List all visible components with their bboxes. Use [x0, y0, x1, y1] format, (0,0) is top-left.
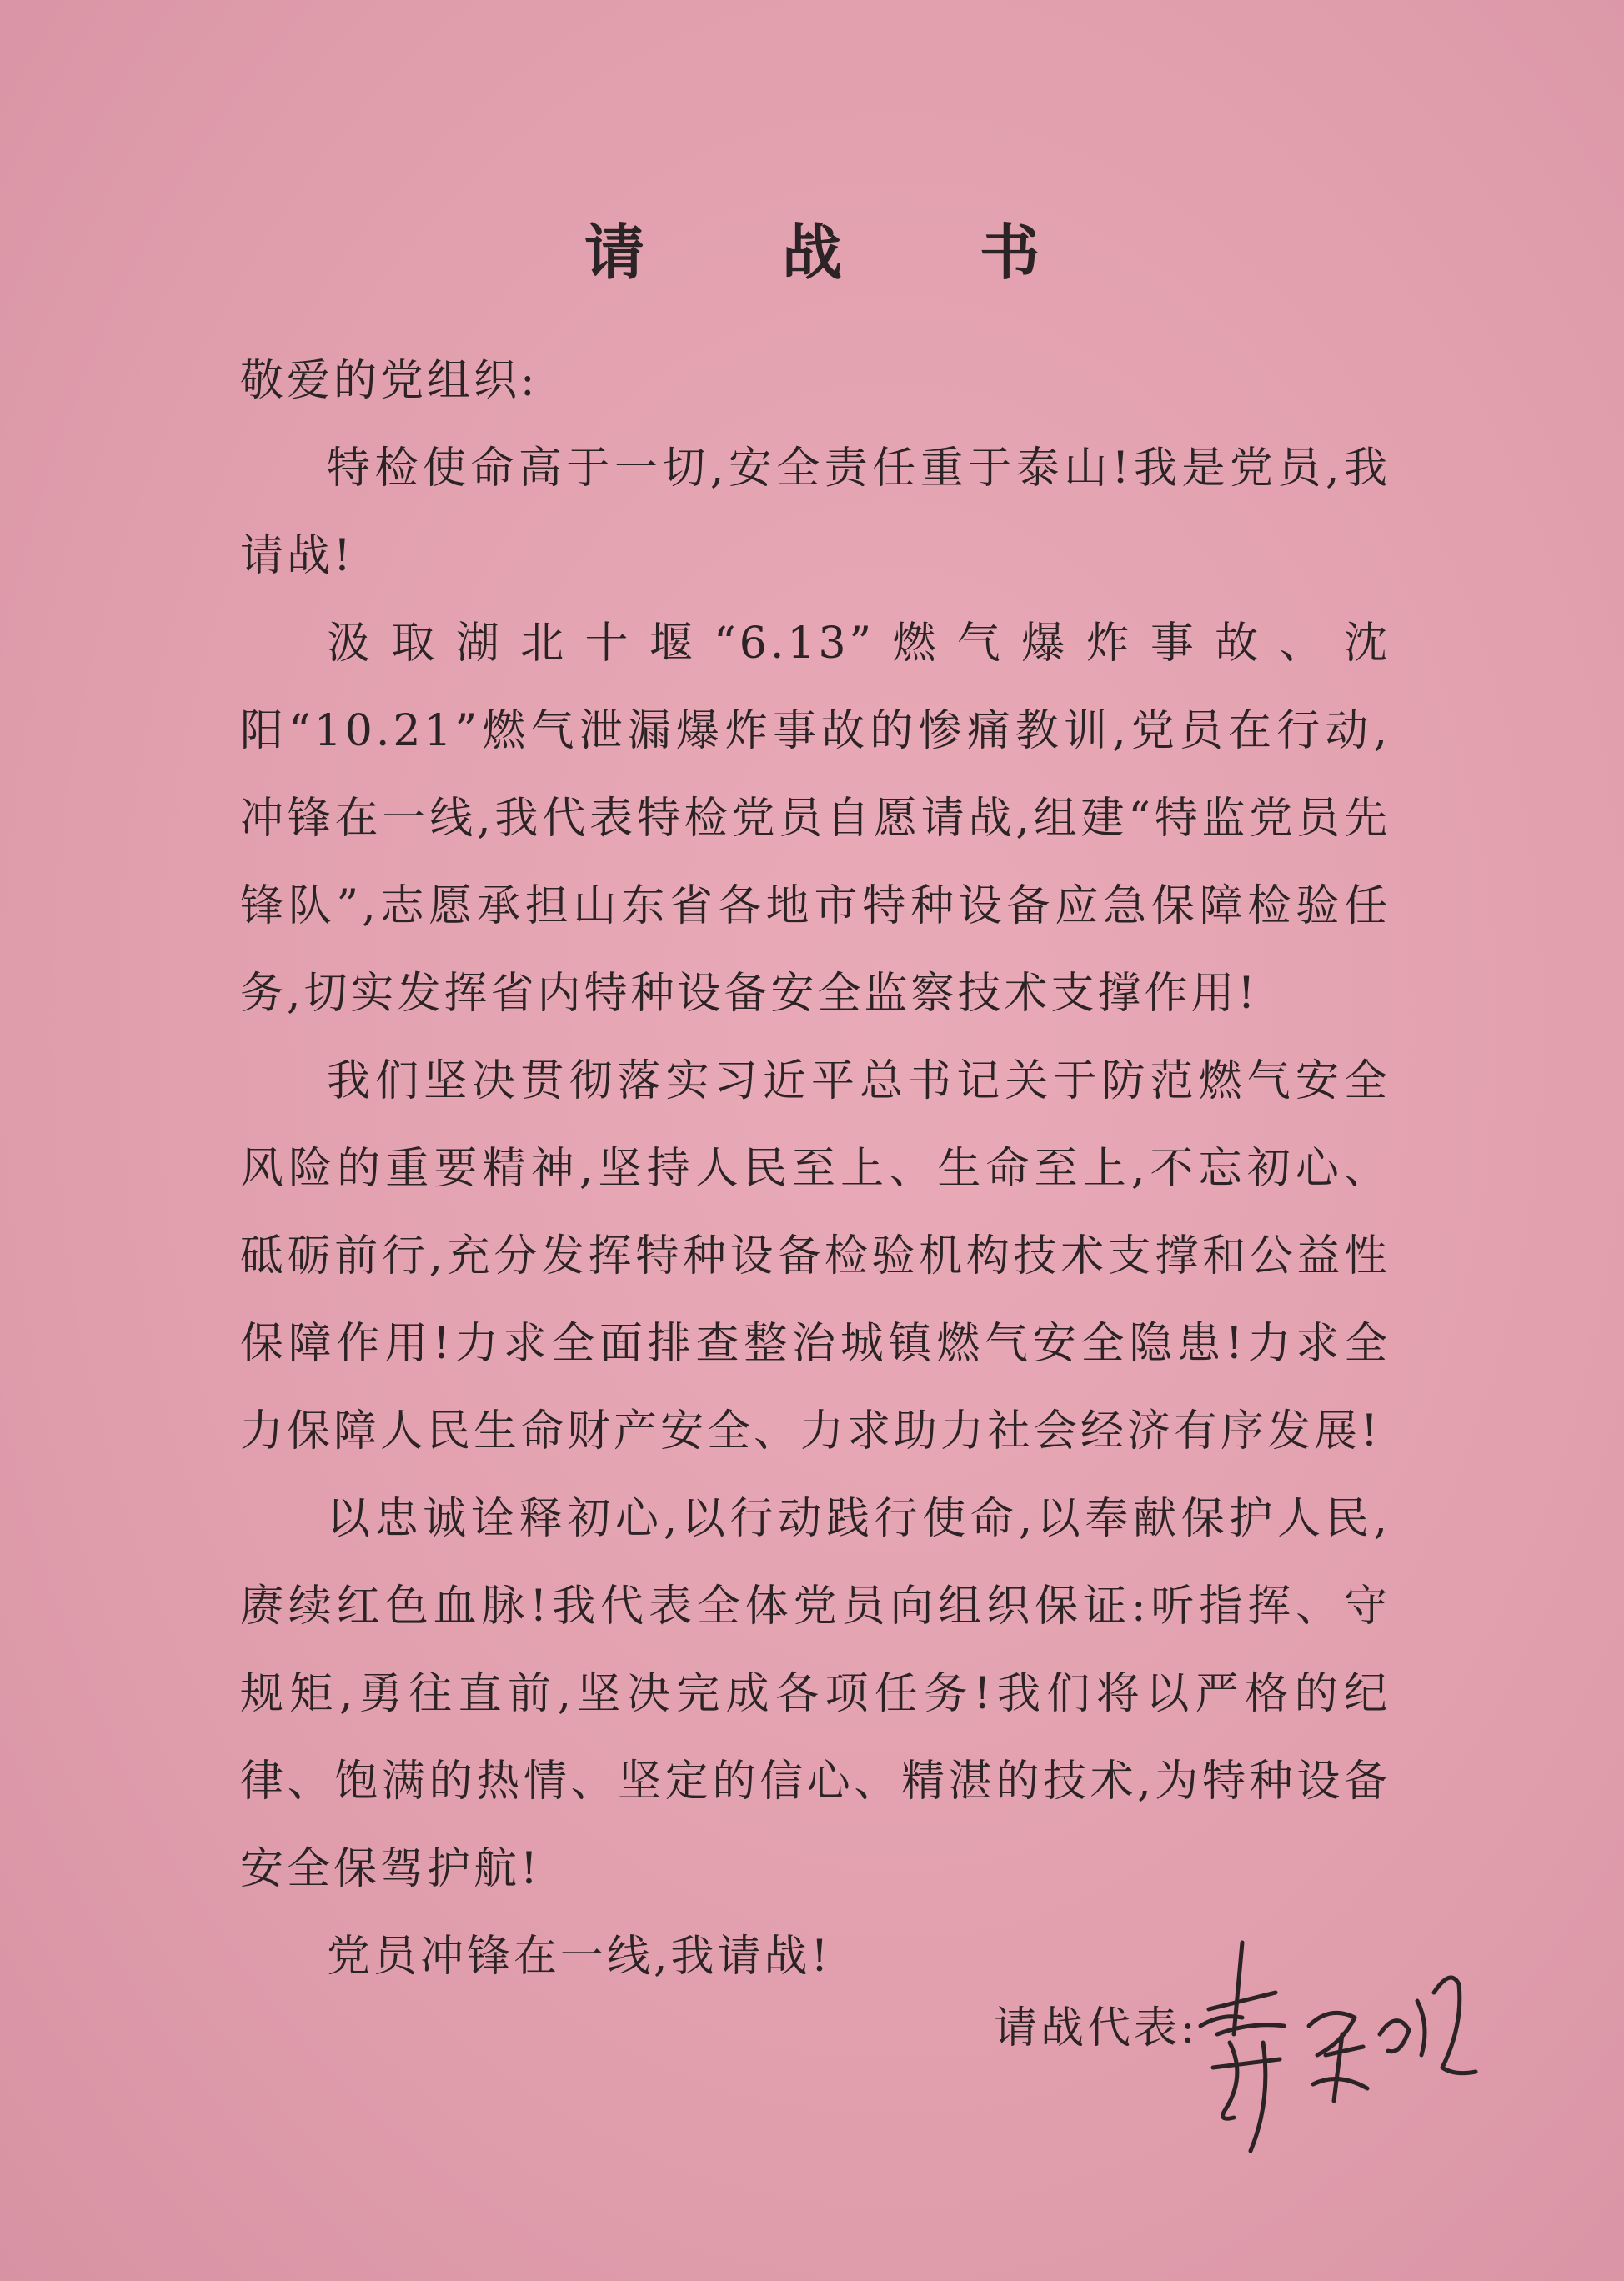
handwritten-signature-icon [1184, 1909, 1484, 2159]
paragraph-4: 以忠诚诠释初心,以行动践行使命,以奉献保护人民,赓续红色血脉!我代表全体党员向组织保证:听指挥、守规矩,勇往直前,坚决完成各项任务!我们将以严格的纪律、饱满的热情、坚定的信心、精湛的技术,为特种设备安全保驾护航! [240, 1494, 1391, 1894]
representative-label: 请战代表: [994, 2003, 1199, 2053]
letter-body [240, 338, 1391, 2001]
salutation: 敬爱的党组织: [240, 356, 539, 406]
paragraph-3: 我们坚决贯彻落实习近平总书记关于防范燃气安全风险的重要精神,坚持人民至上、生命至上,不忘初心、砥砺前行,充分发挥特种设备检验机构技术支撑和公益性保障作用!力求全面排查整治城镇燃气安全隐患!力求全力保障人民生命财产安全、力求助力社会经济有序发展! [240, 1056, 1391, 1456]
paragraph-2: 汲取湖北十堰“6.13”燃气爆炸事故、沈阳“10.21”燃气泄漏爆炸事故的惨痛教训,党员在行动,冲锋在一线,我代表特检党员自愿请战,组建“特监党员先锋队”,志愿承担山东省各地市特种设备应急保障检验任务,切实发挥省内特种设备安全监察技术支撑作用! [240, 619, 1391, 1019]
paragraph-1: 特检使命高于一切,安全责任重于泰山!我是党员,我请战! [240, 444, 1391, 581]
paragraph-5: 党员冲锋在一线,我请战! [327, 1932, 832, 1982]
document-title: 请 战 书 [584, 217, 1099, 288]
